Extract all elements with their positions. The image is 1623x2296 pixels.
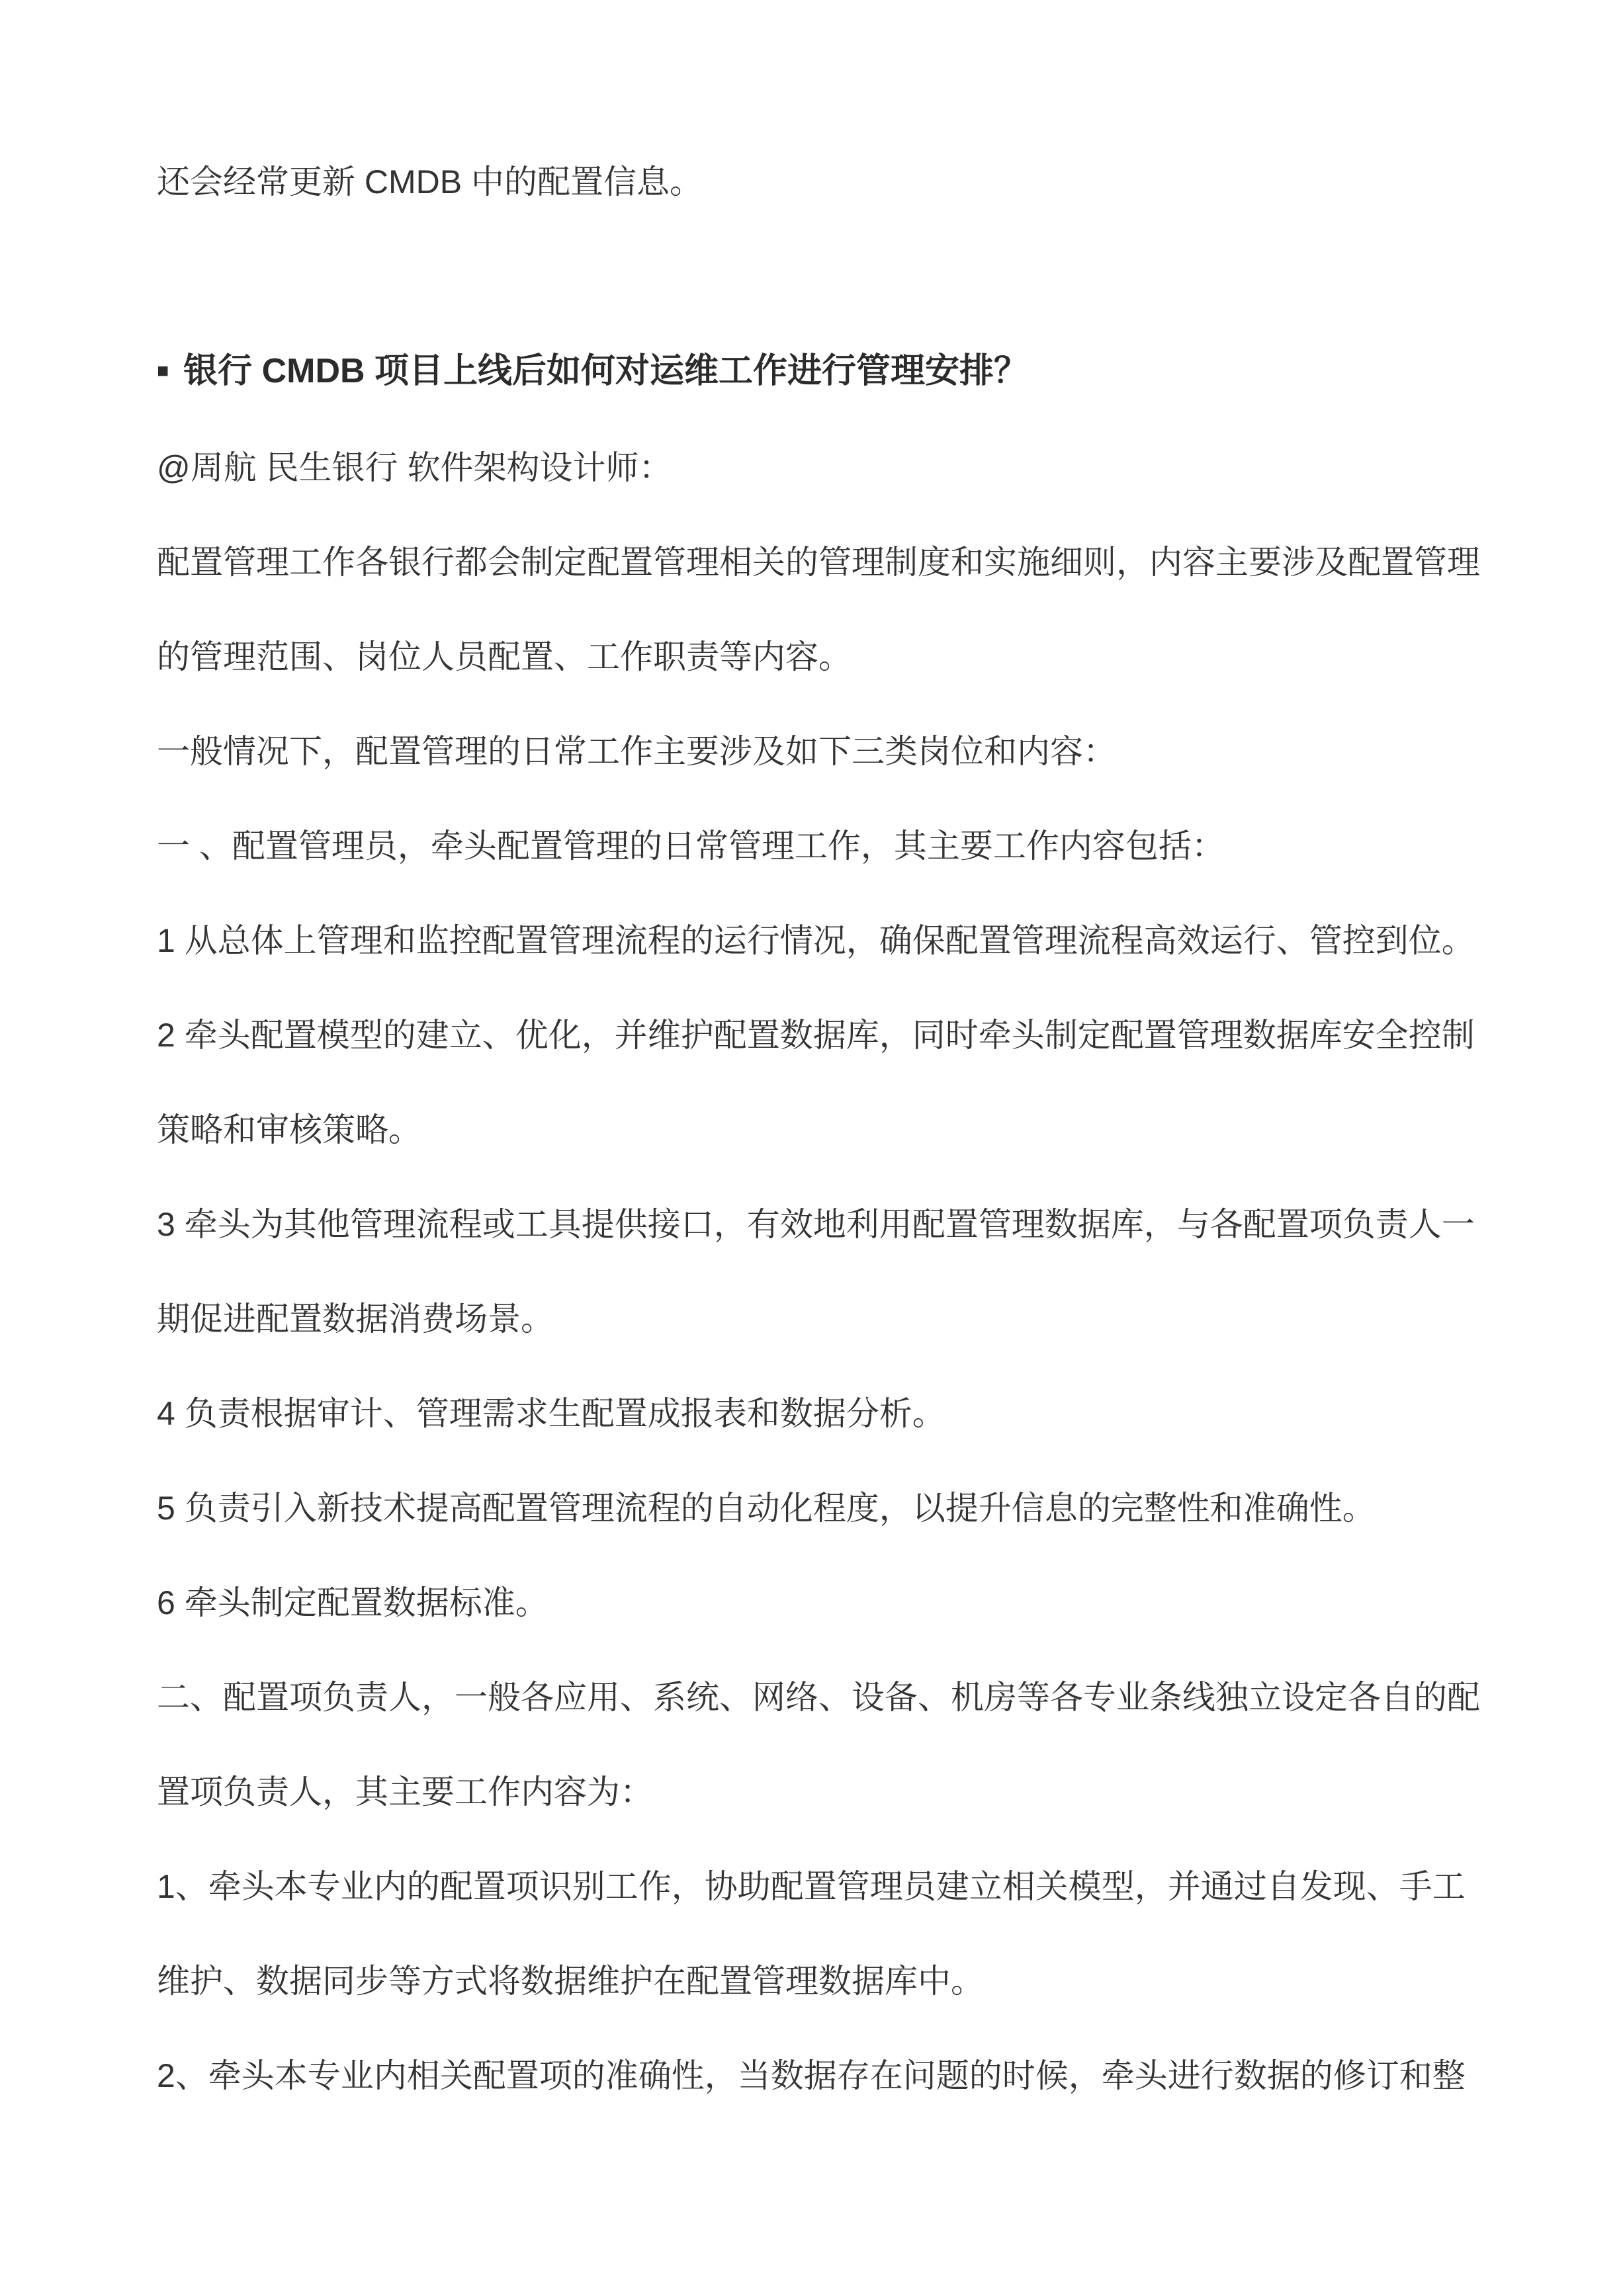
question-heading-text: 银行 CMDB 项目上线后如何对运维工作进行管理安排？ — [183, 352, 1028, 390]
paragraph-role-two-intro: 二、配置项负责人，一般各应用、系统、网络、设备、机房等各专业条线独立设定各自的配置项负责人，其主要工作内容为： — [157, 1678, 1480, 1810]
paragraph-duty-5: 5 负责引入新技术提高配置管理流程的自动化程度，以提升信息的完整性和准确性。 — [157, 1489, 1376, 1527]
document-body — [157, 135, 1481, 2123]
paragraph-duty-2: 2 牵头配置模型的建立、优化，并维护配置数据库，同时牵头制定配置管理数据库安全控制策略和审核策略。 — [157, 1016, 1475, 1148]
paragraph-duty-1: 1 从总体上管理和监控配置管理流程的运行情况，确保配置管理流程高效运行、管控到位。 — [157, 921, 1475, 959]
intro-paragraph: 还会经常更新 CMDB 中的配置信息。 — [157, 163, 703, 200]
paragraph-duty-3: 3 牵头为其他管理流程或工具提供接口，有效地利用配置管理数据库，与各配置项负责人一期促进配置数据消费场景。 — [157, 1205, 1475, 1338]
question-heading — [157, 324, 1481, 421]
paragraph-duty-4: 4 负责根据审计、管理需求生配置成报表和数据分析。 — [157, 1394, 945, 1432]
paragraph-duty-6: 6 牵头制定配置数据标准。 — [157, 1584, 548, 1621]
square-bullet-icon: ■ — [157, 359, 169, 382]
paragraph-role-one-intro: 一 、配置管理员，牵头配置管理的日常管理工作，其主要工作内容包括： — [157, 827, 1225, 865]
paragraph-role-two-duty-2: 2、牵头本专业内相关配置项的准确性，当数据存在问题的时候，牵头进行数据的修订和整 — [157, 2057, 1466, 2094]
paragraph-roles-intro: 一般情况下，配置管理的日常工作主要涉及如下三类岗位和内容： — [157, 732, 1116, 770]
author-byline: @周航 民生银行 软件架构设计师： — [157, 448, 672, 486]
paragraph-policy-overview: 配置管理工作各银行都会制定配置管理相关的管理制度和实施细则，内容主要涉及配置管理的管理范围、岗位人员配置、工作职责等内容。 — [157, 543, 1480, 675]
paragraph-role-two-duty-1: 1、牵头本专业内的配置项识别工作，协助配置管理员建立相关模型，并通过自发现、手工维护、数据同步等方式将数据维护在配置管理数据库中。 — [157, 1867, 1466, 2000]
